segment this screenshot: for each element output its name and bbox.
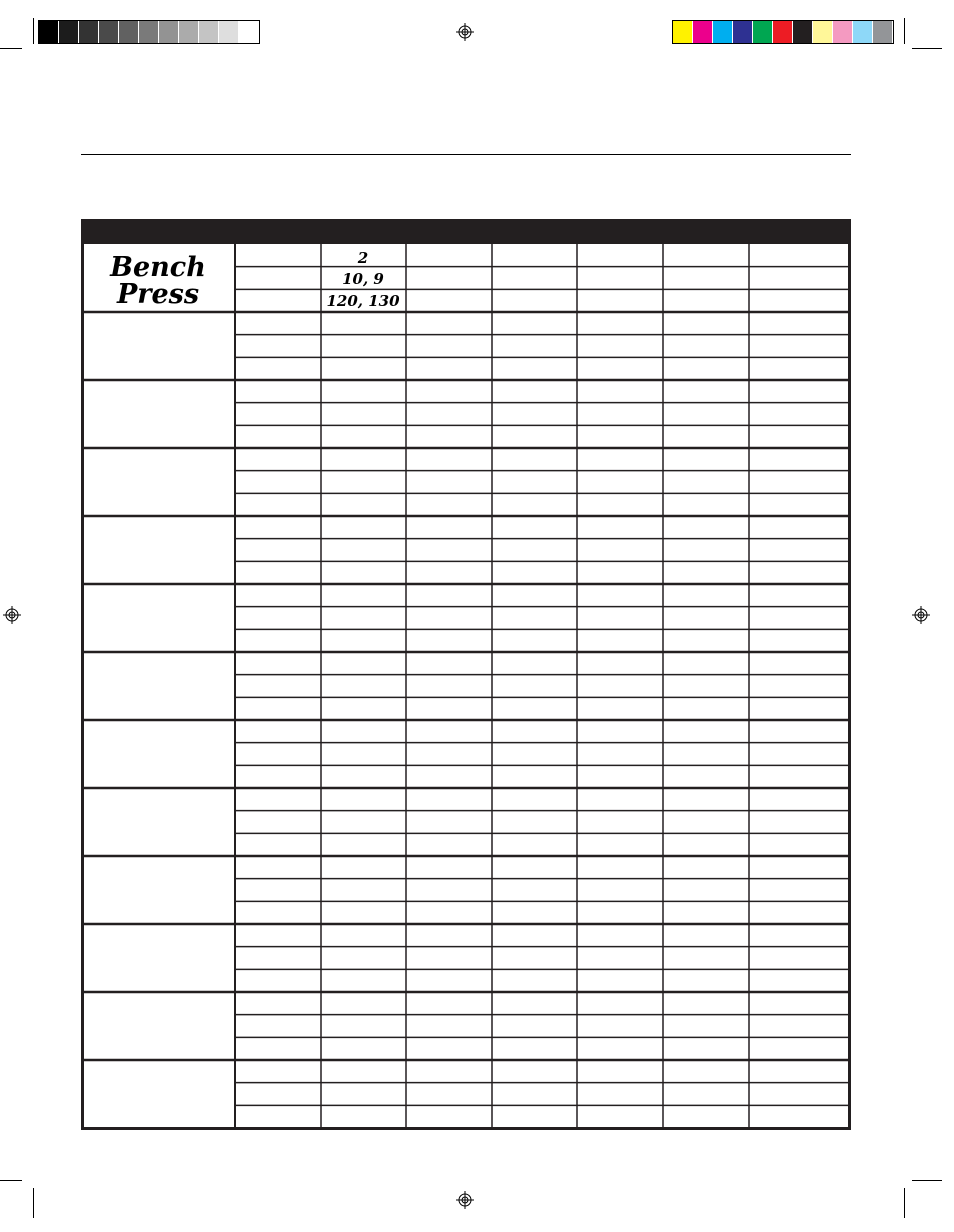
gray-swatch <box>239 21 259 43</box>
gray-swatch <box>39 21 59 43</box>
color-swatch <box>673 21 693 43</box>
workout-log-grid <box>81 219 851 1130</box>
workout-log-table <box>81 219 851 1130</box>
color-swatch <box>833 21 853 43</box>
weight-entry: 120, 130 <box>326 292 400 310</box>
grayscale-calibration-bar <box>38 20 260 44</box>
gray-swatch <box>119 21 139 43</box>
color-swatch <box>693 21 713 43</box>
registration-mark-icon <box>456 1191 474 1209</box>
gray-swatch <box>199 21 219 43</box>
grid-lines <box>81 244 851 1128</box>
color-swatch <box>813 21 833 43</box>
gray-swatch <box>59 21 79 43</box>
color-calibration-bar <box>672 20 894 44</box>
exercise-name-line1: Bench <box>110 252 206 283</box>
exercise-name-line2: Press <box>116 279 200 310</box>
color-swatch <box>773 21 793 43</box>
sets-entry: 2 <box>357 249 369 267</box>
color-swatch <box>713 21 733 43</box>
gray-swatch <box>79 21 99 43</box>
table-header-bar <box>81 219 851 244</box>
color-swatch <box>853 21 873 43</box>
color-swatch <box>733 21 753 43</box>
gray-swatch <box>179 21 199 43</box>
gray-swatch <box>219 21 239 43</box>
registration-mark-icon <box>456 23 474 41</box>
gray-swatch <box>159 21 179 43</box>
registration-mark-icon <box>3 606 21 624</box>
color-swatch <box>753 21 773 43</box>
reps-entry: 10, 9 <box>342 270 384 288</box>
header-rule <box>81 154 851 155</box>
gray-swatch <box>99 21 119 43</box>
color-swatch <box>793 21 813 43</box>
gray-swatch <box>139 21 159 43</box>
registration-mark-icon <box>912 606 930 624</box>
color-swatch <box>873 21 893 43</box>
